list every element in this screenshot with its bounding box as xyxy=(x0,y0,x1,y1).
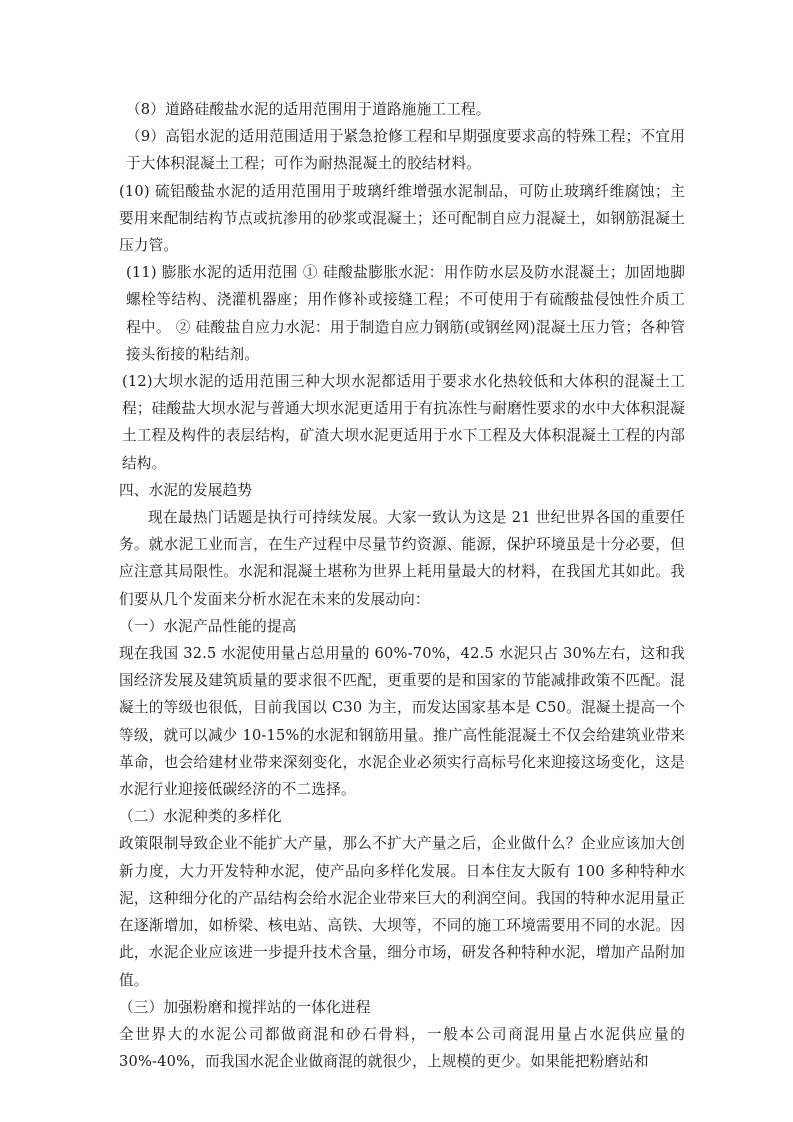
paragraph-cement-8: （8）道路硅酸盐水泥的适用范围用于道路施施工工程。 xyxy=(126,101,491,118)
paragraph-performance: 现在我国 32.5 水泥使用量占总用量的 60%-70%，42.5 水泥只占 30%左右，这和我国经济发展及建筑质量的要求很不匹配，更重要的是和国家的节能减排政策不匹配。混凝土的等级也很低，目前我国以 C30 为主，而发达国家基本是 C50。混凝土提高一个等级，就可以减少 10-15%的水泥和钢筋用量。推广高性能混凝土不仅会给建筑业带来革命，也会给建材业带来深刻变化，水泥企业必须实行高标号化来迎接这场变化，这是水泥行业迎接低碳经济的不二选择。 xyxy=(119,645,685,799)
paragraph-diversification: 政策限制导致企业不能扩大产量，那么不扩大产量之后，企业做什么？企业应该加大创新力度，大力开发特种水泥，使产品向多样化发展。日本住友大阪有 100 多种特种水泥，这种细分化的产品结构会给水泥企业带来巨大的利润空间。我国的特种水泥用量正在逐渐增加，如桥梁、核电站、高铁、大坝等，不同的施工环境需要用不同的水泥。因此，水泥企业应该进一步提升技术含量，细分市场，研发各种特种水泥，增加产品附加值。 xyxy=(119,835,685,989)
paragraph-cement-11: (11) 膨胀水泥的适用范围 ① 硅酸盐膨胀水泥：用作防水层及防水混凝土；加固地脚螺栓等结构、浇灌机器座；用作修补或接缝工程；不可使用于有硫酸盐侵蚀性介质工程中。 ② 硅酸盐自应力水泥：用于制造自应力钢筋(或钢丝网)混凝土压力管；各种管接头衔接的粘结剂。 xyxy=(126,264,685,363)
paragraph-integration: 全世界大的水泥公司都做商混和砂石骨料，一般本公司商混用量占水泥供应量的 30%-40%，而我国水泥企业做商混的就很少，上规模的更少。如果能把粉磨站和 xyxy=(119,1025,685,1071)
subheading-integration: （三）加强粉磨和搅拌站的一体化进程 xyxy=(119,998,371,1016)
paragraph-cement-12: (12)大坝水泥的适用范围三种大坝水泥都适用于要求水化热较低和大体积的混凝土工程；硅酸盐大坝水泥与普通大坝水泥更适用于有抗冻性与耐磨性要求的水中大体积混凝土工程及构件的表层结构，矿渣大坝水泥更适用于水下工程及大体积混凝土工程的内部结构。 xyxy=(122,373,685,472)
section-heading-trends: 四、水泥的发展趋势 xyxy=(119,481,253,499)
paragraph-cement-9: （9）高铝水泥的适用范围适用于紧急抢修工程和早期强度要求高的特殊工程；不宜用于大体积混凝土工程；可作为耐热混凝土的胶结材料。 xyxy=(126,128,685,173)
subheading-diversification: （二）水泥种类的多样化 xyxy=(119,808,282,826)
paragraph-intro: 现在最热门话题是执行可持续发展。大家一致认为这是 21 世纪世界各国的重要任务。就水泥工业而言，在生产过程中尽量节约资源、能源，保护环境虽是十分必要，但应注意其局限性。水泥和混凝土堪称为世界上耗用量最大的材料，在我国尤其如此。我们要从几个发面来分析水泥在未来的发展动向： xyxy=(119,509,685,608)
document-page xyxy=(119,96,685,1075)
paragraph-cement-10: (10) 硫铝酸盐水泥的适用范围用于玻璃纤维增强水泥制品，可防止玻璃纤维腐蚀；主要用来配制结构节点或抗渗用的砂浆或混凝土；还可配制自应力混凝土，如钢筋混凝土压力管。 xyxy=(119,182,685,255)
subheading-performance: （一）水泥产品性能的提高 xyxy=(119,617,297,635)
